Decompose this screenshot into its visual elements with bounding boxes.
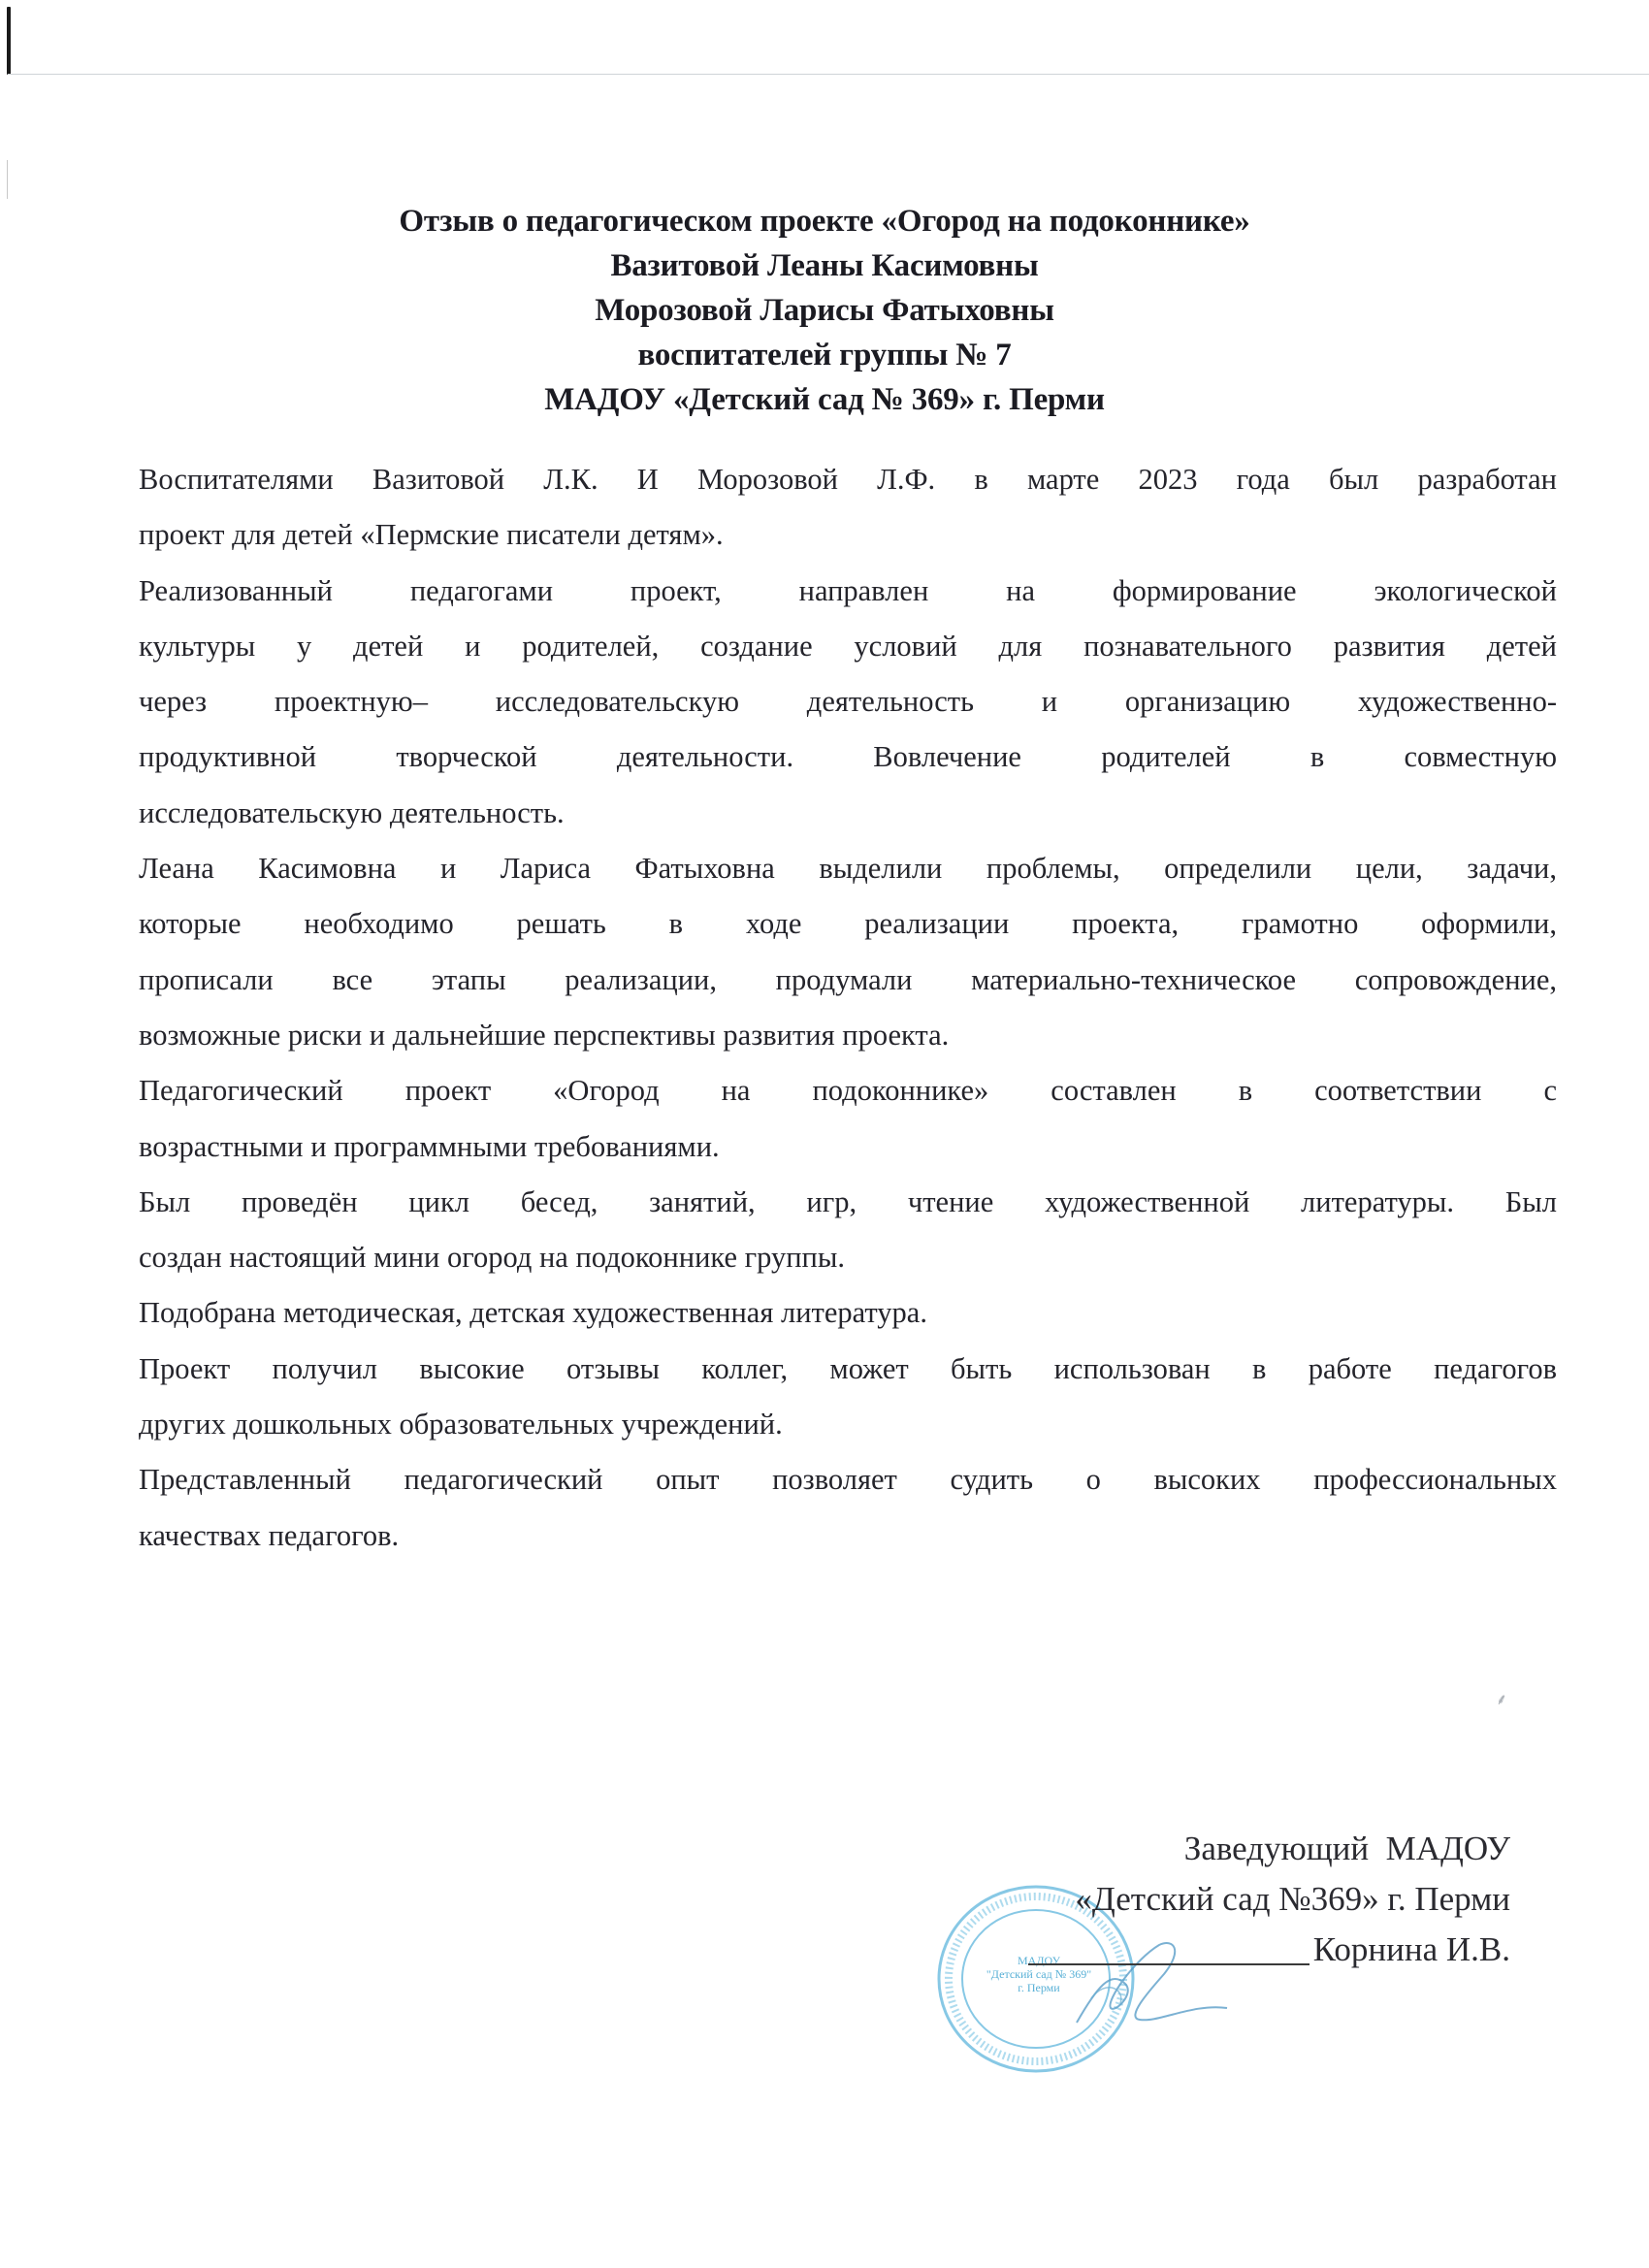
- scan-speck-mark: ⸙: [1496, 1692, 1508, 1708]
- scan-edge-mark: [7, 7, 11, 75]
- paragraph-6: [139, 1285, 1557, 1341]
- text-line: возрастными и программными требованиями.: [139, 1129, 720, 1163]
- signature-line: [1028, 1963, 1310, 1965]
- text-line: создан настоящий мини огород на подоконнике группы.: [139, 1241, 845, 1275]
- title-line: Отзыв о педагогическом проекте «Огород на подоконнике»: [399, 204, 1250, 239]
- title-line: Вазитовой Леаны Касимовны: [610, 248, 1039, 283]
- paragraph-1: [139, 452, 1557, 564]
- text-line: проект для детей «Пермские писатели детям».: [139, 518, 724, 552]
- text-line: других дошкольных образовательных учреждений.: [139, 1408, 783, 1442]
- paragraph-7: [139, 1342, 1557, 1453]
- signatory-name-row: [1028, 1925, 1510, 1975]
- title-line: Морозовой Ларисы Фатыховны: [595, 293, 1054, 328]
- text-line: возможные риски и дальнейшие перспективы развития проекта.: [139, 1018, 950, 1052]
- paragraph-2: [139, 564, 1557, 841]
- scan-edge-tick: [7, 160, 8, 199]
- paragraph-4: [139, 1063, 1557, 1175]
- text-line: качествах педагогов.: [139, 1518, 400, 1552]
- text-line: прописали все этапы реализации, продумали материально-техническое сопровождение,: [139, 962, 1557, 996]
- text-line: через проектную– исследовательскую деятельность и организацию художественно-: [139, 685, 1557, 719]
- text-line: Представленный педагогический опыт позволяет судить о высоких профессиональных: [139, 1463, 1557, 1497]
- text-line: Воспитателями Вазитовой Л.К. И Морозовой Л.Ф. в марте 2023 года был разработан: [139, 463, 1557, 496]
- paragraph-3: [139, 841, 1557, 1063]
- text-line: Подобрана методическая, детская художественная литература.: [139, 1296, 927, 1330]
- text-line: культуры у детей и родителей, создание условий для познавательного развития детей: [139, 629, 1557, 663]
- scan-edge-line: [8, 74, 1649, 75]
- signatory-name: Корнина И.В.: [1312, 1930, 1510, 1968]
- paragraph-8: [139, 1452, 1557, 1564]
- text-line: Реализованный педагогами проект, направлен на формирование экологической: [139, 573, 1557, 607]
- text-line: Был проведён цикл бесед, занятий, игр, чтение художественной литературы. Был: [139, 1184, 1557, 1218]
- stamp-text-line: "Детский сад № 369": [986, 1967, 1092, 1981]
- text-line: которые необходимо решать в ходе реализации проекта, грамотно оформили,: [139, 907, 1557, 941]
- signatory-organization: «Детский сад №369» г. Перми: [1075, 1880, 1510, 1918]
- signatory-position: Заведующий МАДОУ: [1183, 1830, 1510, 1867]
- document-body: [139, 452, 1557, 1564]
- paragraph-5: [139, 1175, 1557, 1286]
- text-line: исследовательскую деятельность.: [139, 795, 565, 829]
- text-line: Проект получил высокие отзывы коллег, может быть использован в работе педагогов: [139, 1351, 1557, 1385]
- stamp-text-line: г. Перми: [1018, 1981, 1060, 1994]
- title-line: воспитателей группы № 7: [637, 338, 1012, 373]
- document-title: [0, 199, 1649, 422]
- signature-block: [1028, 1824, 1510, 1975]
- text-line: Леана Касимовна и Лариса Фатыховна выделили проблемы, определили цели, задачи,: [139, 852, 1557, 886]
- text-line: Педагогический проект «Огород на подоконнике» составлен в соответствии с: [139, 1074, 1557, 1108]
- stamp-text-line: МАДОУ: [1017, 1954, 1060, 1967]
- text-line: продуктивной творческой деятельности. Вовлечение родителей в совместную: [139, 740, 1557, 774]
- title-line: МАДОУ «Детский сад № 369» г. Перми: [544, 382, 1105, 417]
